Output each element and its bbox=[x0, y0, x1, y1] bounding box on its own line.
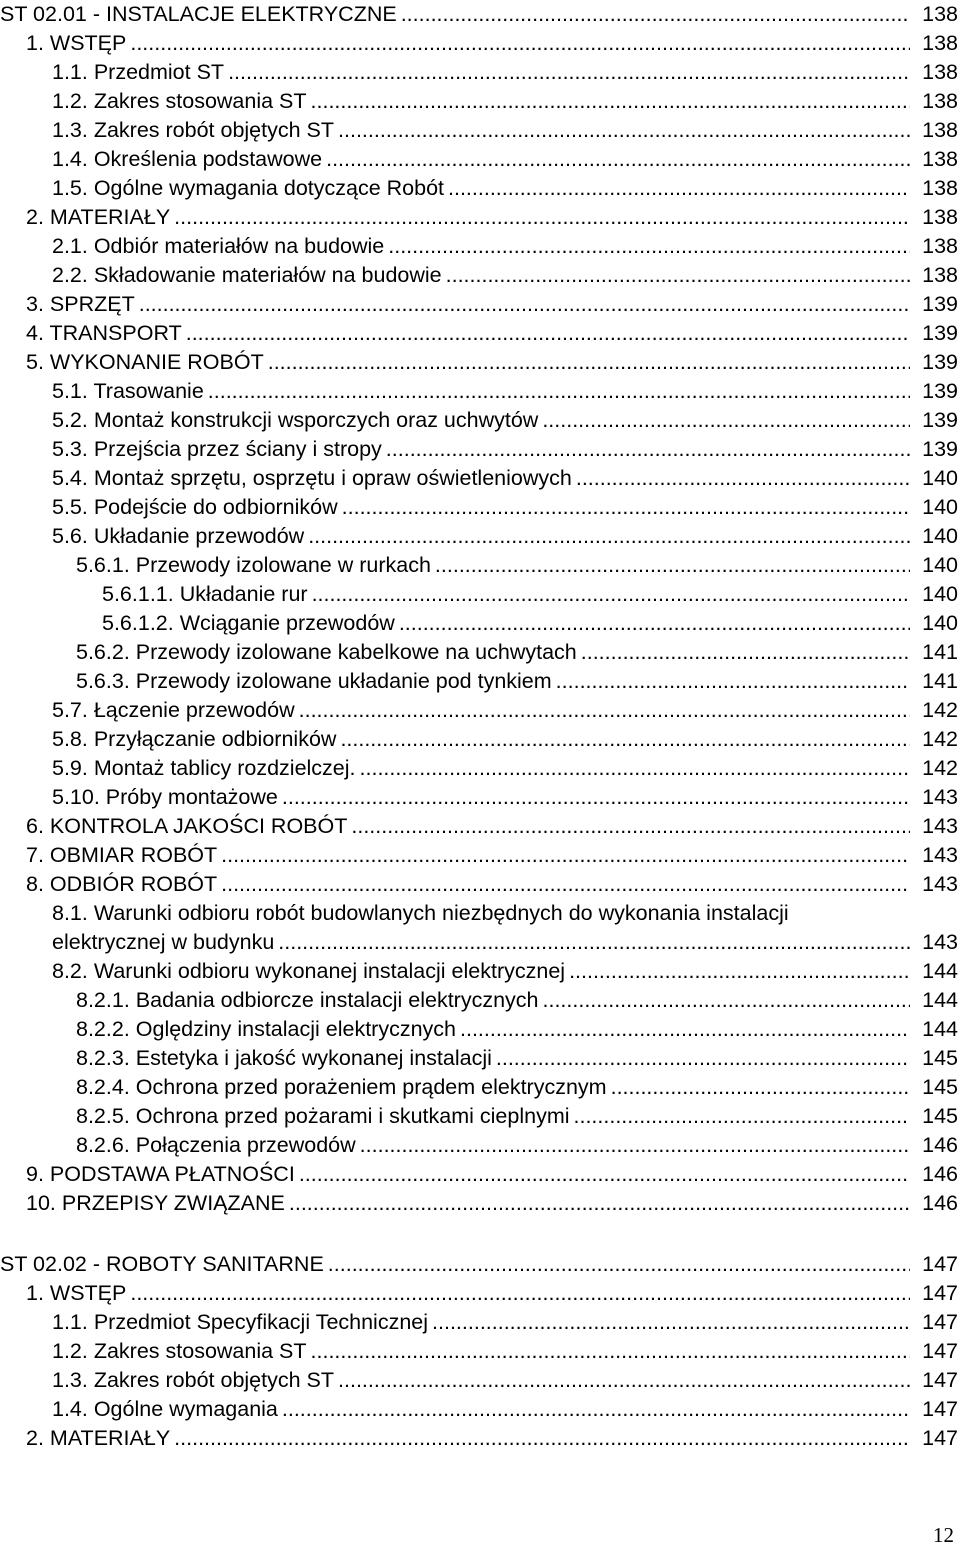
toc-entry-page: 140 bbox=[922, 524, 958, 548]
toc-entry-page: 143 bbox=[922, 872, 958, 896]
toc-entry-title: 1. WSTĘP bbox=[26, 31, 127, 55]
toc-entry-page: 146 bbox=[922, 1133, 958, 1157]
dot-leader bbox=[282, 783, 910, 812]
toc-entry[interactable] bbox=[0, 493, 960, 522]
toc-entry-page: 139 bbox=[922, 292, 958, 316]
toc-entry[interactable] bbox=[0, 58, 960, 87]
toc-entry[interactable] bbox=[0, 1308, 960, 1337]
toc-entry-title: 4. TRANSPORT bbox=[26, 321, 182, 345]
dot-leader bbox=[311, 1337, 910, 1366]
dot-leader bbox=[581, 638, 910, 667]
toc-entry-title: 1.2. Zakres stosowania ST bbox=[52, 89, 307, 113]
dot-leader bbox=[342, 493, 910, 522]
toc-entry-page: 146 bbox=[922, 1162, 958, 1186]
toc-entry-title: 2.1. Odbiór materiałów na budowie bbox=[52, 234, 385, 258]
toc-entry[interactable] bbox=[0, 174, 960, 203]
toc-entry[interactable] bbox=[0, 435, 960, 464]
dot-leader bbox=[308, 522, 910, 551]
toc-entry-page: 142 bbox=[922, 698, 958, 722]
toc-entry[interactable] bbox=[0, 406, 960, 435]
dot-leader bbox=[338, 116, 910, 145]
toc-entry-title: 5. WYKONANIE ROBÓT bbox=[26, 350, 264, 374]
toc-entry[interactable] bbox=[0, 232, 960, 261]
toc-entry[interactable] bbox=[0, 551, 960, 580]
dot-leader bbox=[130, 29, 910, 58]
toc-entry-page: 139 bbox=[922, 350, 958, 374]
dot-leader bbox=[299, 696, 910, 725]
toc-entry[interactable] bbox=[0, 870, 960, 899]
toc-entry-title: ST 02.01 - INSTALACJE ELEKTRYCZNE bbox=[0, 2, 397, 26]
toc-entry[interactable] bbox=[0, 957, 960, 986]
toc-entry[interactable] bbox=[0, 464, 960, 493]
toc-entry[interactable] bbox=[0, 1250, 960, 1279]
toc-entry[interactable] bbox=[0, 377, 960, 406]
toc-entry-title: 5.6.1. Przewody izolowane w rurkach bbox=[76, 553, 431, 577]
toc-entry[interactable] bbox=[0, 812, 960, 841]
toc-entry-title: 1.4. Określenia podstawowe bbox=[52, 147, 323, 171]
dot-leader bbox=[328, 1250, 910, 1279]
dot-leader bbox=[221, 841, 910, 870]
toc-entry-title: 1. WSTĘP bbox=[26, 1281, 127, 1305]
toc-entry[interactable] bbox=[0, 87, 960, 116]
toc-entry-title: 5.6.1.2. Wciąganie przewodów bbox=[102, 611, 395, 635]
toc-entry-page: 147 bbox=[922, 1426, 958, 1450]
toc-entry-title: 1.3. Zakres robót objętych ST bbox=[52, 118, 335, 142]
toc-entry-title: 10. PRZEPISY ZWIĄZANE bbox=[26, 1191, 285, 1215]
toc-entry-title: 5.10. Próby montażowe bbox=[52, 785, 278, 809]
toc-entry-page: 138 bbox=[922, 234, 958, 258]
toc-entry-title: 5.6. Układanie przewodów bbox=[52, 524, 305, 548]
toc-entry-title: ST 02.02 - ROBOTY SANITARNE bbox=[0, 1252, 324, 1276]
toc-entry-title: 8.2.5. Ochrona przed pożarami i skutkami cieplnymi bbox=[76, 1104, 570, 1128]
toc-entry-page: 141 bbox=[922, 640, 958, 664]
dot-leader bbox=[174, 203, 910, 232]
toc-entry-page: 138 bbox=[922, 263, 958, 287]
toc-entry-page: 139 bbox=[922, 321, 958, 345]
toc-entry-page: 144 bbox=[922, 1017, 958, 1041]
toc-entry-title: 5.5. Podejście do odbiorników bbox=[52, 495, 338, 519]
toc-entry[interactable] bbox=[0, 1102, 960, 1131]
toc-entry[interactable] bbox=[0, 928, 960, 957]
toc-entry[interactable] bbox=[0, 1424, 960, 1453]
dot-leader bbox=[386, 435, 910, 464]
dot-leader bbox=[340, 725, 910, 754]
dot-leader bbox=[278, 928, 910, 957]
dot-leader bbox=[186, 319, 910, 348]
toc-entry[interactable] bbox=[0, 290, 960, 319]
toc-entry-page: 144 bbox=[922, 988, 958, 1012]
toc-entry-title: 7. OBMIAR ROBÓT bbox=[26, 843, 218, 867]
dot-leader bbox=[401, 0, 910, 29]
toc-entry[interactable] bbox=[0, 1337, 960, 1366]
dot-leader bbox=[432, 1308, 910, 1337]
toc-entry-page: 138 bbox=[922, 31, 958, 55]
toc-entry-title: 5.6.3. Przewody izolowane układanie pod tynkiem bbox=[76, 669, 552, 693]
page-number: 12 bbox=[933, 1523, 954, 1547]
toc-entry-page: 147 bbox=[922, 1368, 958, 1392]
toc-entry[interactable] bbox=[0, 145, 960, 174]
toc-entry-title: 5.6.2. Przewody izolowane kabelkowe na uchwytach bbox=[76, 640, 577, 664]
toc-entry-title: 8.2. Warunki odbioru wykonanej instalacji elektrycznej bbox=[52, 959, 566, 983]
toc-entry-page: 143 bbox=[922, 930, 958, 954]
toc-entry-title: 1.4. Ogólne wymagania bbox=[52, 1397, 278, 1421]
toc-entry-page: 142 bbox=[922, 756, 958, 780]
toc-entry[interactable] bbox=[0, 667, 960, 696]
toc-entry-title: 5.9. Montaż tablicy rozdzielczej. bbox=[52, 756, 356, 780]
toc-entry-title: 5.8. Przyłączanie odbiorników bbox=[52, 727, 337, 751]
toc-entry-page: 147 bbox=[922, 1339, 958, 1363]
dot-leader bbox=[228, 58, 910, 87]
dot-leader bbox=[388, 232, 910, 261]
dot-leader bbox=[460, 1015, 910, 1044]
toc-entry-page: 147 bbox=[922, 1281, 958, 1305]
toc-entry-page: 139 bbox=[922, 408, 958, 432]
toc-entry[interactable] bbox=[0, 203, 960, 232]
toc-entry-page: 144 bbox=[922, 959, 958, 983]
toc-entry-title: 1.1. Przedmiot ST bbox=[52, 60, 225, 84]
toc-entry-page: 147 bbox=[922, 1252, 958, 1276]
toc-entry-title: 8.2.2. Oględziny instalacji elektrycznych bbox=[76, 1017, 457, 1041]
toc-entry[interactable] bbox=[0, 1279, 960, 1308]
dot-leader bbox=[311, 87, 910, 116]
toc-entry-page: 140 bbox=[922, 495, 958, 519]
toc-entry-page: 140 bbox=[922, 611, 958, 635]
dot-leader bbox=[208, 377, 910, 406]
toc-entry[interactable] bbox=[0, 29, 960, 58]
toc-entry-title: 5.4. Montaż sprzętu, osprzętu i opraw oświetleniowych bbox=[52, 466, 572, 490]
toc-entry-page: 143 bbox=[922, 814, 958, 838]
toc-entry-title: 8.2.3. Estetyka i jakość wykonanej instalacji bbox=[76, 1046, 492, 1070]
dot-leader bbox=[446, 261, 910, 290]
toc-entry-page: 138 bbox=[922, 118, 958, 142]
toc-entry-title: 1.2. Zakres stosowania ST bbox=[52, 1339, 307, 1363]
dot-leader bbox=[576, 464, 910, 493]
toc-entry[interactable] bbox=[0, 1073, 960, 1102]
toc-entry[interactable] bbox=[0, 1189, 960, 1218]
toc-entry[interactable] bbox=[0, 1044, 960, 1073]
toc-entry-title: 1.3. Zakres robót objętych ST bbox=[52, 1368, 335, 1392]
dot-leader bbox=[130, 1279, 910, 1308]
toc-entry[interactable] bbox=[0, 725, 960, 754]
dot-leader bbox=[312, 580, 910, 609]
toc-entry[interactable] bbox=[0, 319, 960, 348]
dot-leader bbox=[360, 754, 910, 783]
toc-entry[interactable] bbox=[0, 261, 960, 290]
toc-entry-page: 138 bbox=[922, 205, 958, 229]
toc-entry[interactable] bbox=[0, 1366, 960, 1395]
toc-entry-page: 138 bbox=[922, 89, 958, 113]
toc-entry-title: 6. KONTROLA JAKOŚCI ROBÓT bbox=[26, 814, 348, 838]
toc-entry-title: 2. MATERIAŁY bbox=[26, 1426, 171, 1450]
toc-entry-page: 143 bbox=[922, 843, 958, 867]
toc-entry[interactable] bbox=[0, 1131, 960, 1160]
dot-leader bbox=[435, 551, 910, 580]
toc-entry[interactable] bbox=[0, 899, 960, 928]
toc-entry[interactable] bbox=[0, 696, 960, 725]
dot-leader bbox=[360, 1131, 910, 1160]
toc-entry[interactable] bbox=[0, 1395, 960, 1424]
toc-entry[interactable] bbox=[0, 609, 960, 638]
toc-entry-title: 5.6.1.1. Układanie rur bbox=[102, 582, 308, 606]
dot-leader bbox=[399, 609, 910, 638]
toc-entry[interactable] bbox=[0, 348, 960, 377]
toc-entry-title: 5.3. Przejścia przez ściany i stropy bbox=[52, 437, 382, 461]
toc-entry-title: 5.7. Łączenie przewodów bbox=[52, 698, 295, 722]
toc-entry-title: 8. ODBIÓR ROBÓT bbox=[26, 872, 218, 896]
toc-entry-page: 138 bbox=[922, 60, 958, 84]
toc-entry-page: 141 bbox=[922, 669, 958, 693]
dot-leader bbox=[338, 1366, 910, 1395]
toc-entry-title: 3. SPRZĘT bbox=[26, 292, 135, 316]
toc-entry-title: 8.2.1. Badania odbiorcze instalacji elektrycznych bbox=[76, 988, 539, 1012]
toc-entry-title: 1.5. Ogólne wymagania dotyczące Robót bbox=[52, 176, 445, 200]
dot-leader bbox=[611, 1073, 910, 1102]
toc-entry[interactable] bbox=[0, 522, 960, 551]
toc-entry-title: 8.1. Warunki odbioru robót budowlanych niezbędnych do wykonania instalacji bbox=[52, 901, 789, 925]
toc-entry[interactable] bbox=[0, 986, 960, 1015]
toc-entry-title: 8.2.6. Połączenia przewodów bbox=[76, 1133, 356, 1157]
dot-leader bbox=[289, 1189, 910, 1218]
toc-entry-page: 147 bbox=[922, 1310, 958, 1334]
dot-leader bbox=[268, 348, 910, 377]
dot-leader bbox=[174, 1424, 910, 1453]
toc-entry[interactable] bbox=[0, 580, 960, 609]
dot-leader bbox=[326, 145, 910, 174]
dot-leader bbox=[448, 174, 910, 203]
toc-entry-page: 147 bbox=[922, 1397, 958, 1421]
toc-entry-page: 145 bbox=[922, 1046, 958, 1070]
dot-leader bbox=[221, 870, 910, 899]
dot-leader bbox=[282, 1395, 910, 1424]
dot-leader bbox=[556, 667, 910, 696]
toc-entry[interactable] bbox=[0, 841, 960, 870]
toc-entry[interactable] bbox=[0, 1160, 960, 1189]
dot-leader bbox=[569, 957, 910, 986]
toc-entry-title: 1.1. Przedmiot Specyfikacji Technicznej bbox=[52, 1310, 429, 1334]
toc-entry-title: elektrycznej w budynku bbox=[52, 930, 275, 954]
toc-entry-title: 2.2. Składowanie materiałów na budowie bbox=[52, 263, 442, 287]
dot-leader bbox=[139, 290, 910, 319]
toc-entry[interactable] bbox=[0, 1015, 960, 1044]
toc-entry[interactable] bbox=[0, 638, 960, 667]
toc-entry[interactable] bbox=[0, 0, 960, 29]
dot-leader bbox=[351, 812, 910, 841]
toc-entry-page: 140 bbox=[922, 582, 958, 606]
toc-entry-page: 145 bbox=[922, 1104, 958, 1128]
toc-entry-title: 2. MATERIAŁY bbox=[26, 205, 171, 229]
dot-leader bbox=[574, 1102, 910, 1131]
dot-leader bbox=[496, 1044, 910, 1073]
toc-entry-page: 145 bbox=[922, 1075, 958, 1099]
toc-entry-page: 138 bbox=[922, 2, 958, 26]
toc-entry-page: 138 bbox=[922, 176, 958, 200]
toc-entry-title: 5.2. Montaż konstrukcji wsporczych oraz uchwytów bbox=[52, 408, 539, 432]
toc-entry[interactable] bbox=[0, 754, 960, 783]
toc-entry[interactable] bbox=[0, 783, 960, 812]
toc-entry-page: 139 bbox=[922, 437, 958, 461]
toc-entry-title: 5.1. Trasowanie bbox=[52, 379, 204, 403]
dot-leader bbox=[542, 406, 910, 435]
toc-entry-title: 9. PODSTAWA PŁATNOŚCI bbox=[26, 1162, 295, 1186]
toc-entry-title: 8.2.4. Ochrona przed porażeniem prądem elektrycznym bbox=[76, 1075, 607, 1099]
toc-entry-page: 138 bbox=[922, 147, 958, 171]
toc-entry-page: 146 bbox=[922, 1191, 958, 1215]
dot-leader bbox=[793, 899, 956, 928]
toc-entry-page: 143 bbox=[922, 785, 958, 809]
toc-entry-page: 140 bbox=[922, 466, 958, 490]
toc-entry[interactable] bbox=[0, 116, 960, 145]
dot-leader bbox=[543, 986, 910, 1015]
dot-leader bbox=[299, 1160, 910, 1189]
toc-entry-page: 142 bbox=[922, 727, 958, 751]
toc-entry-page: 139 bbox=[922, 379, 958, 403]
toc-entry-page: 140 bbox=[922, 553, 958, 577]
